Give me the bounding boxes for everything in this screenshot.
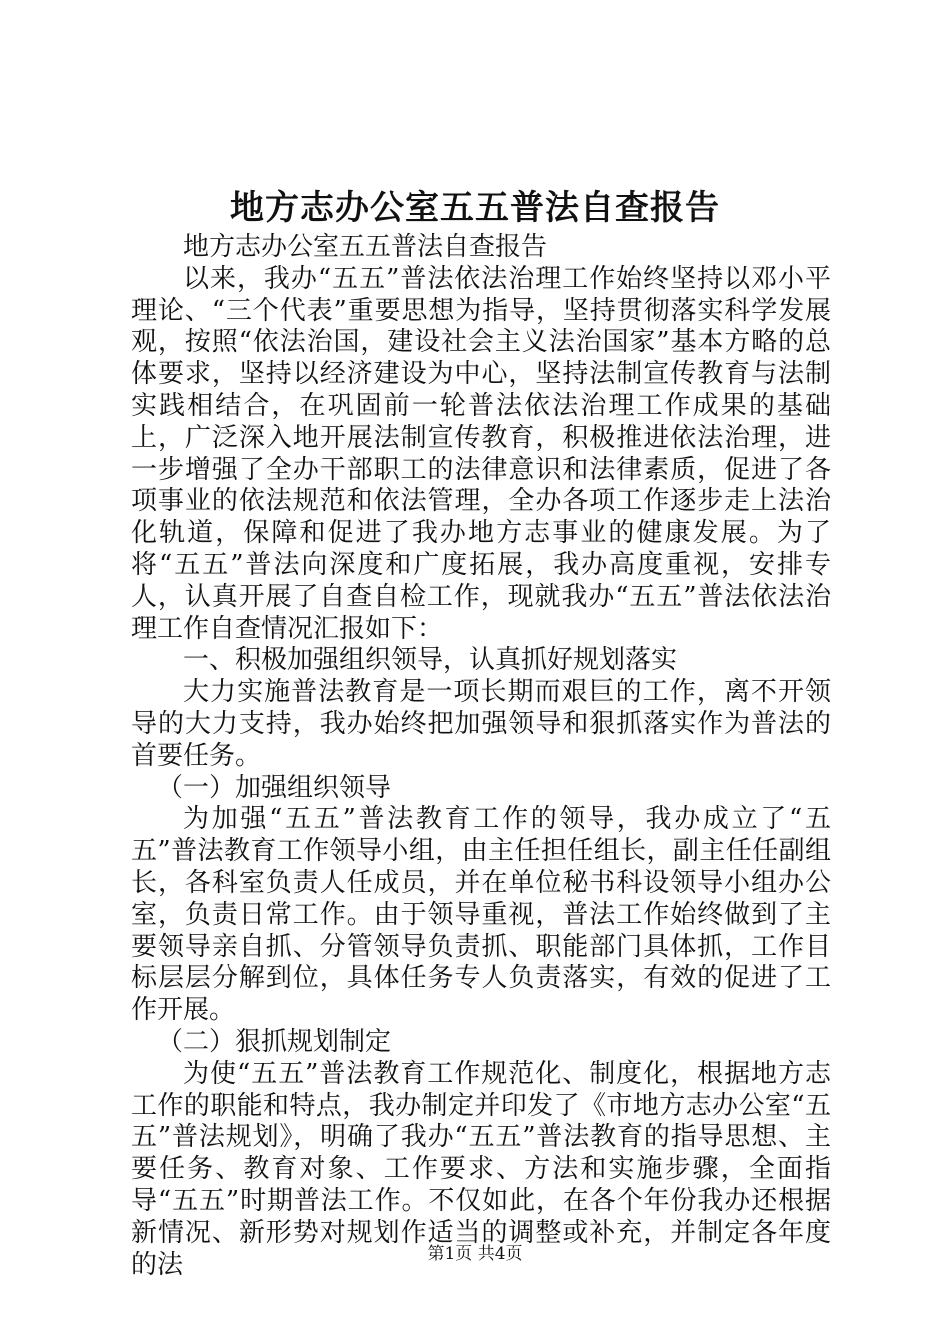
intro-paragraph: 以来，我办“五五”普法依法治理工作始终坚持以邓小平理论、“三个代表”重要思想为指导，坚持贯彻落实科学发展观，按照“依法治国，建设社会主义法治国家”基本方略的总体要求，坚持以经济建设为中心，坚持法制宣传教育与法制实践相结合，在巩固前一轮普法依法治理工作成果的基础上，广泛深入地开展法制宣传教育，积极推进依法治理，进一步增强了全办干部职工的法律意识和法律素质，促进了各项事业的依法规范和依法管理，全办各项工作逐步走上法治化轨道，保障和促进了我办地方志事业的健康发展。为了将“五五”普法向深度和广度拓展，我办高度重视，安排专人，认真开展了自查自检工作，现就我办“五五”普法依法治理工作自查情况汇报如下： xyxy=(131,263,831,644)
subsection-2-paragraph: 为使“五五”普法教育工作规范化、制度化，根据地方志工作的职能和特点，我办制定并印发了《市地方志办公室“五五”普法规划》，明确了我办“五五”普法教育的指导思想、主要任务、教育对象、工作要求、方法和实施步骤，全面指导“五五”时期普法工作。不仅如此，在各个年份我办还根据新情况、新形势对规划作适当的调整或补充，并制定各年度的法 xyxy=(131,1058,831,1280)
section-1-paragraph: 大力实施普法教育是一项长期而艰巨的工作，离不开领导的大力支持，我办始终把加强领导和狠抓落实作为普法的首要任务。 xyxy=(131,677,831,771)
subsection-1-paragraph: 为加强“五五”普法教育工作的领导，我办成立了“五五”普法教育工作领导小组，由主任担任组长，副主任任副组长，各科室负责人任成员，并在单位秘书科设领导小组办公室，负责日常工作。由于领导重视，普法工作始终做到了主要领导亲自抓、分管领导负责抓、职能部门具体抓，工作目标层层分解到位，具体任务专人负责落实，有效的促进了工作开展。 xyxy=(131,804,831,1026)
section-heading-1: 一、积极加强组织领导，认真抓好规划落实 xyxy=(183,645,678,676)
page-number-footer: 第1页 共4页 xyxy=(427,1244,523,1264)
subtitle-paragraph: 地方志办公室五五普法自查报告 xyxy=(183,232,548,262)
subsection-heading-2: （二）狠抓规划制定 xyxy=(157,1026,392,1057)
document-body xyxy=(131,232,831,1281)
subsection-heading-1: （一）加强组织领导 xyxy=(157,772,392,803)
document-title: 地方志办公室五五普法自查报告 xyxy=(230,188,720,228)
